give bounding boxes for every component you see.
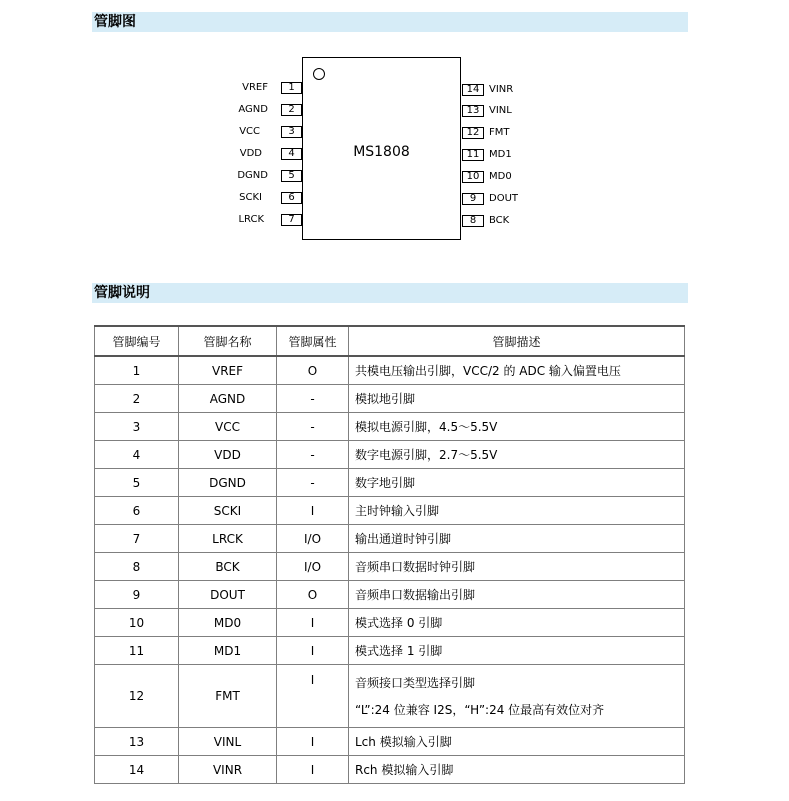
cell-attr: I [277, 497, 349, 525]
pin-label: MD0 [489, 171, 512, 182]
header-pin-name: 管脚名称 [179, 326, 277, 356]
pin-number: 4 [281, 148, 302, 160]
cell-attr: I [277, 637, 349, 665]
cell-num: 12 [95, 665, 179, 728]
cell-attr: I [277, 756, 349, 784]
pin-description-table [94, 325, 685, 784]
cell-name: DGND [179, 469, 277, 497]
cell-name: VINL [179, 728, 277, 756]
cell-attr: - [277, 413, 349, 441]
cell-attr: - [277, 385, 349, 413]
header-pin-attribute: 管脚属性 [277, 326, 349, 356]
cell-desc: Lch 模拟输入引脚 [349, 728, 685, 756]
cell-name: VDD [179, 441, 277, 469]
cell-num: 4 [95, 441, 179, 469]
pin-label: VREF [242, 82, 268, 93]
pin-number: 1 [281, 82, 302, 94]
pin-label: LRCK [238, 214, 264, 225]
pin-number: 14 [462, 84, 484, 96]
pin-number: 11 [462, 149, 484, 161]
cell-desc: 模拟电源引脚，4.5～5.5V [349, 413, 685, 441]
table-header-row [95, 326, 685, 356]
table-row [95, 728, 685, 756]
header-pin-description: 管脚描述 [349, 326, 685, 356]
cell-name: VREF [179, 356, 277, 385]
cell-num: 7 [95, 525, 179, 553]
cell-attr: I [277, 609, 349, 637]
cell-desc: 模式选择 1 引脚 [349, 637, 685, 665]
table-row [95, 356, 685, 385]
table-row [95, 756, 685, 784]
pin-label: SCKI [239, 192, 262, 203]
cell-attr: - [277, 469, 349, 497]
pin-number: 12 [462, 127, 484, 139]
cell-name: FMT [179, 665, 277, 728]
cell-desc-line2: “L”:24 位兼容 I2S，“H”:24 位最高有效位对齐 [355, 703, 605, 717]
pin1-indicator-dot [313, 68, 325, 80]
cell-name: SCKI [179, 497, 277, 525]
pin-label: VINR [489, 84, 514, 95]
pin-label: MD1 [489, 149, 512, 160]
cell-desc-line1: 音频接口类型选择引脚 [355, 676, 476, 690]
cell-num: 10 [95, 609, 179, 637]
cell-num: 13 [95, 728, 179, 756]
pin-label: FMT [489, 127, 510, 138]
pin-number: 13 [462, 105, 484, 117]
table-row [95, 609, 685, 637]
cell-desc: 共模电压输出引脚，VCC/2 的 ADC 输入偏置电压 [349, 356, 685, 385]
chip-name: MS1808 [353, 144, 410, 160]
cell-num: 3 [95, 413, 179, 441]
table-row [95, 469, 685, 497]
cell-desc: 音频串口数据输出引脚 [349, 581, 685, 609]
cell-name: VCC [179, 413, 277, 441]
pin-number: 8 [462, 215, 484, 227]
cell-name: DOUT [179, 581, 277, 609]
cell-attr: I/O [277, 553, 349, 581]
pin-number: 7 [281, 214, 302, 226]
cell-num: 14 [95, 756, 179, 784]
table-row [95, 413, 685, 441]
pin-number: 5 [281, 170, 302, 182]
section-title: 管脚说明 [94, 285, 150, 301]
pin-label: VINL [489, 105, 512, 116]
table-row [95, 525, 685, 553]
cell-num: 1 [95, 356, 179, 385]
cell-desc: Rch 模拟输入引脚 [349, 756, 685, 784]
cell-desc: 音频串口数据时钟引脚 [349, 553, 685, 581]
cell-desc: 模式选择 0 引脚 [349, 609, 685, 637]
table-row [95, 553, 685, 581]
pin-label: BCK [489, 215, 510, 226]
cell-num: 2 [95, 385, 179, 413]
pin-number: 9 [462, 193, 484, 205]
table-row [95, 385, 685, 413]
cell-num: 11 [95, 637, 179, 665]
pin-number: 10 [462, 171, 484, 183]
header-pin-number: 管脚编号 [95, 326, 179, 356]
cell-name: MD0 [179, 609, 277, 637]
cell-name: VINR [179, 756, 277, 784]
cell-name: BCK [179, 553, 277, 581]
cell-num: 8 [95, 553, 179, 581]
cell-attr: I/O [277, 525, 349, 553]
cell-desc: 模拟地引脚 [349, 385, 685, 413]
chip-body [302, 57, 461, 240]
cell-desc: 数字电源引脚，2.7～5.5V [349, 441, 685, 469]
pin-number: 6 [281, 192, 302, 204]
table-row [95, 441, 685, 469]
pin-label: VDD [239, 148, 262, 159]
table-row [95, 637, 685, 665]
cell-attr: O [277, 581, 349, 609]
cell-attr: O [277, 356, 349, 385]
cell-attr: I [277, 728, 349, 756]
cell-name: AGND [179, 385, 277, 413]
table-row [95, 665, 685, 728]
cell-attr: I [277, 665, 349, 728]
pin-label: DGND [237, 170, 268, 181]
section-header-pin-description [92, 283, 688, 303]
cell-desc: 数字地引脚 [349, 469, 685, 497]
cell-num: 5 [95, 469, 179, 497]
cell-desc: 输出通道时钟引脚 [349, 525, 685, 553]
pin-label: AGND [238, 104, 268, 115]
cell-desc: 主时钟输入引脚 [349, 497, 685, 525]
pin-label: DOUT [489, 193, 518, 204]
section-title: 管脚图 [94, 14, 136, 30]
table-row [95, 497, 685, 525]
section-header-pin-diagram [92, 12, 688, 32]
pin-number: 3 [281, 126, 302, 138]
table-row [95, 581, 685, 609]
cell-num: 9 [95, 581, 179, 609]
cell-num: 6 [95, 497, 179, 525]
cell-name: LRCK [179, 525, 277, 553]
cell-attr: - [277, 441, 349, 469]
cell-name: MD1 [179, 637, 277, 665]
pin-label: VCC [239, 126, 260, 137]
pin-number: 2 [281, 104, 302, 116]
cell-desc [349, 665, 685, 728]
